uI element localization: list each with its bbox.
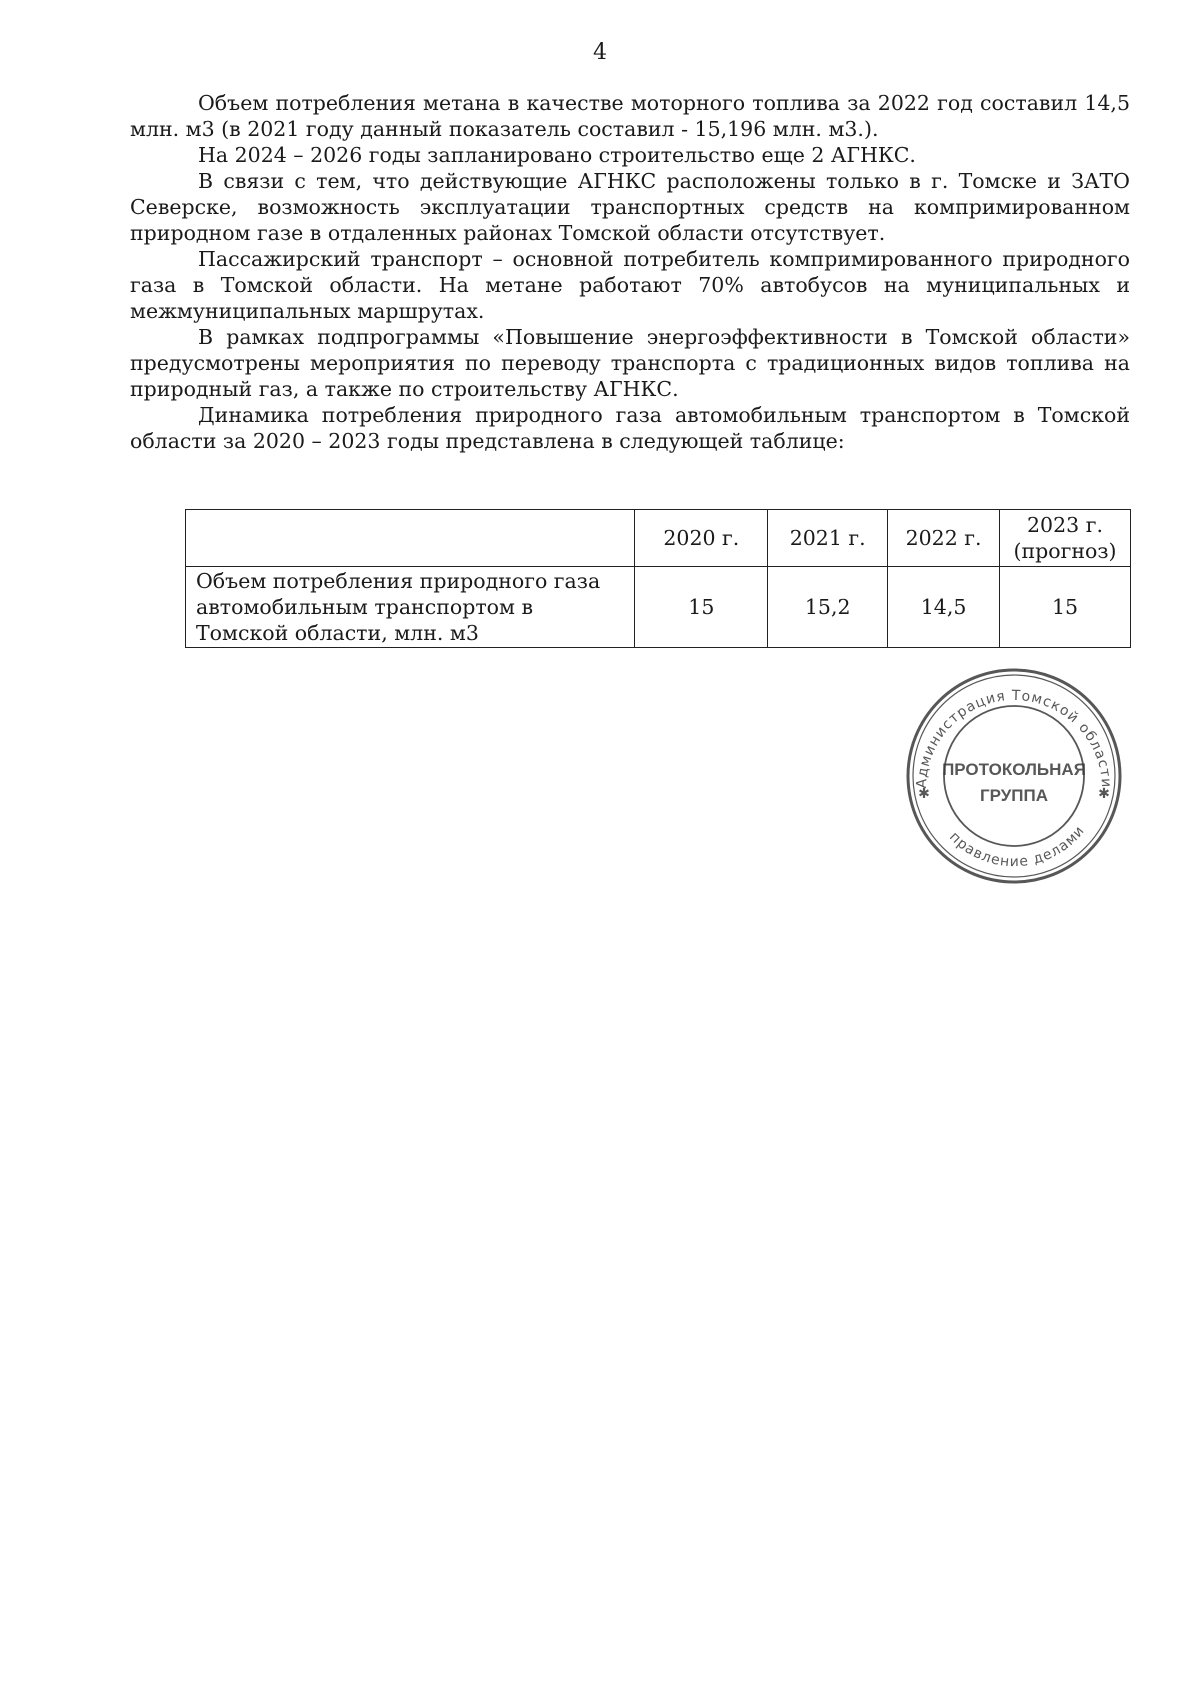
table-row-label: Объем потребления природного газа автомобильным транспортом в Томской области, млн. м3 <box>186 567 635 648</box>
table-cell: 15 <box>1000 567 1131 648</box>
stamp-line-2: ГРУППА <box>979 786 1049 805</box>
paragraph: Пассажирский транспорт – основной потребитель компримированного природного газа в Томской области. На метане работают 70% автобусов на муниципальных и межмуниципальных маршрутах. <box>130 247 1130 323</box>
table-header-cell: 2021 г. <box>768 510 888 567</box>
table-header-cell <box>186 510 635 567</box>
stamp-bottom-text: правление делами <box>946 822 1089 871</box>
table-cell: 15,2 <box>768 567 888 648</box>
table-header-row <box>186 510 1131 567</box>
stamp-line-1: ПРОТОКОЛЬНАЯ <box>942 760 1086 779</box>
table-row <box>186 567 1131 648</box>
official-stamp <box>904 666 1124 886</box>
table-cell: 15 <box>635 567 768 648</box>
paragraph: Объем потребления метана в качестве моторного топлива за 2022 год составил 14,5 млн. м3 (в 2021 году данный показатель составил - 15,196 млн. м3.). <box>130 91 1130 141</box>
paragraph: В связи с тем, что действующие АГНКС расположены только в г. Томске и ЗАТО Северске, возможность эксплуатации транспортных средств на компримированном природном газе в отдаленных районах Томской области отсутствует. <box>130 169 1130 245</box>
stamp-seal-icon <box>904 666 1124 886</box>
table-header-cell: 2020 г. <box>635 510 768 567</box>
stamp-star-icon: ✱ <box>918 786 930 802</box>
page-number: 4 <box>593 40 607 65</box>
paragraph: Динамика потребления природного газа автомобильным транспортом в Томской области за 2020 – 2023 годы представлена в следующей таблице: <box>130 403 1130 453</box>
table-header-cell: 2022 г. <box>888 510 1000 567</box>
body-text <box>130 90 1130 454</box>
stamp-outer-text: Администрация Томской области <box>913 687 1115 789</box>
paragraph: На 2024 – 2026 годы запланировано строительство еще 2 АГНКС. <box>198 143 916 167</box>
stamp-star-icon: ✱ <box>1098 786 1110 802</box>
gas-consumption-table <box>185 509 1131 648</box>
table-cell: 14,5 <box>888 567 1000 648</box>
table-header-cell: 2023 г. (прогноз) <box>1000 510 1131 567</box>
paragraph: В рамках подпрограммы «Повышение энергоэффективности в Томской области» предусмотрены мероприятия по переводу транспорта с традиционных видов топлива на природный газ, а также по строительству АГНКС. <box>130 325 1130 401</box>
